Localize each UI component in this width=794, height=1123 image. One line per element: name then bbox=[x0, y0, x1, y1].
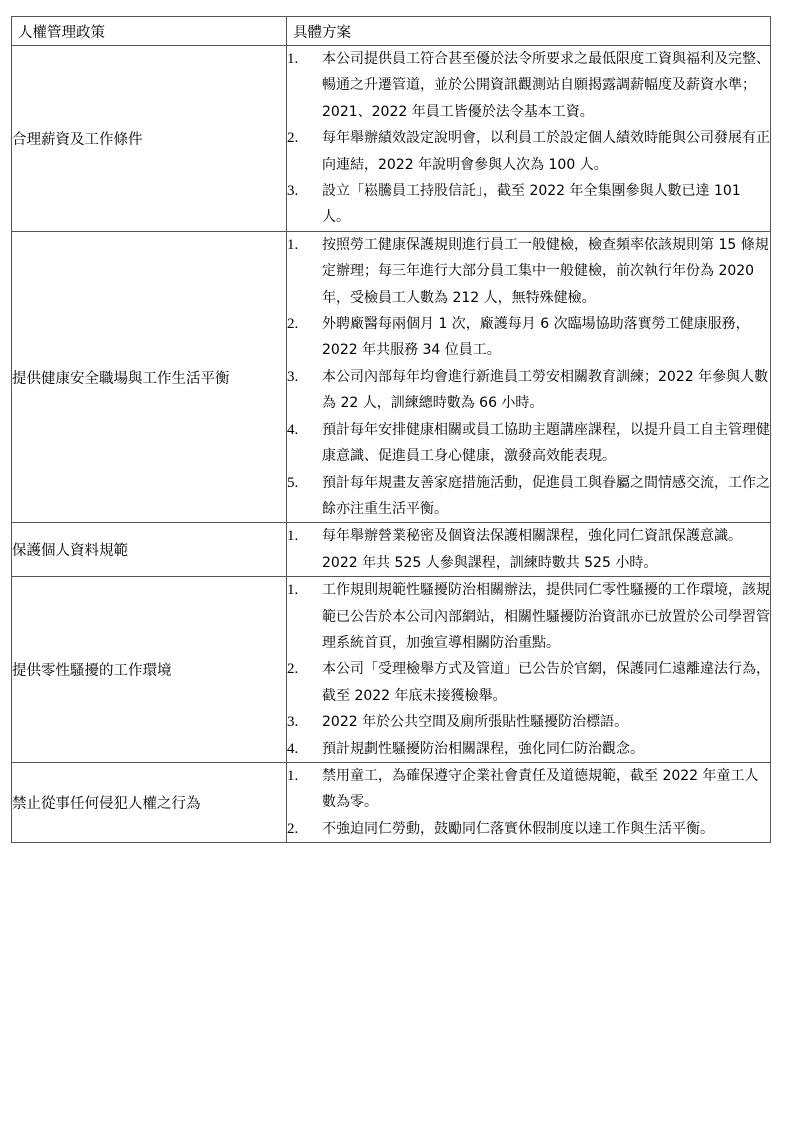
table-row bbox=[12, 577, 771, 763]
item-number: 1. bbox=[287, 528, 299, 545]
item-text: 外聘廠醫每兩個月 1 次，廠護每月 6 次臨場協助落實勞工健康服務，2022 年共服務 34 位員工。 bbox=[322, 316, 750, 359]
table-row bbox=[12, 523, 771, 577]
list-item bbox=[287, 816, 770, 842]
table-row bbox=[12, 231, 771, 522]
list-item bbox=[287, 709, 770, 735]
policy-cell: 保護個人資料規範 bbox=[12, 523, 287, 577]
human-rights-policy-table bbox=[11, 16, 771, 843]
item-number: 1. bbox=[287, 236, 299, 253]
measure-list bbox=[287, 763, 770, 842]
measure-list bbox=[287, 232, 770, 522]
list-item bbox=[287, 577, 770, 656]
table-row bbox=[12, 46, 771, 232]
item-number: 2. bbox=[287, 820, 299, 837]
item-number: 4. bbox=[287, 421, 299, 438]
measures-cell bbox=[287, 46, 771, 232]
list-item bbox=[287, 178, 770, 231]
item-text: 每年舉辦績效設定說明會，以利員工於設定個人績效時能與公司發展有正向連結，2022 年說明會參與人次為 100 人。 bbox=[322, 130, 770, 173]
item-text: 預計規劃性騷擾防治相關課程，強化同仁防治觀念。 bbox=[322, 740, 644, 757]
item-number: 3. bbox=[287, 368, 299, 385]
item-number: 1. bbox=[287, 582, 299, 599]
item-text: 2022 年於公共空間及廁所張貼性騷擾防治標語。 bbox=[322, 714, 629, 731]
header-measures: 具體方案 bbox=[287, 17, 771, 46]
measure-list bbox=[287, 46, 770, 231]
measure-list bbox=[287, 523, 770, 576]
measure-list bbox=[287, 577, 770, 762]
policy-cell: 提供零性騷擾的工作環境 bbox=[12, 577, 287, 763]
item-number: 3. bbox=[287, 714, 299, 731]
list-item bbox=[287, 736, 770, 762]
item-text: 工作規則規範性騷擾防治相關辦法，提供同仁零性騷擾的工作環境，該規範已公告於本公司內部網站，相關性騷擾防治資訊亦已放置於公司學習管理系統首頁，加強宣導相關防治重點。 bbox=[322, 582, 770, 651]
list-item bbox=[287, 364, 770, 417]
item-text: 設立「崧騰員工持股信託」，截至 2022 年全集團參與人數已達 101 人。 bbox=[322, 183, 741, 226]
item-number: 2. bbox=[287, 661, 299, 678]
item-text: 本公司「受理檢舉方式及管道」已公告於官網，保護同仁遠離違法行為，截至 2022 年底未接獲檢舉。 bbox=[322, 661, 770, 704]
measures-cell bbox=[287, 762, 771, 842]
list-item bbox=[287, 470, 770, 523]
header-row bbox=[12, 17, 771, 46]
policy-cell: 提供健康安全職場與工作生活平衡 bbox=[12, 231, 287, 522]
item-text: 預計每年規畫友善家庭措施活動，促進員工與眷屬之間情感交流，工作之餘亦注重生活平衡。 bbox=[322, 474, 770, 517]
item-number: 5. bbox=[287, 474, 299, 491]
item-number: 1. bbox=[287, 51, 299, 67]
item-number: 4. bbox=[287, 740, 299, 757]
list-item bbox=[287, 417, 770, 470]
item-number: 2. bbox=[287, 130, 299, 147]
list-item bbox=[287, 311, 770, 364]
item-text: 本公司內部每年均會進行新進員工勞安相關教育訓練；2022 年參與人數為 22 人，訓練總時數為 66 小時。 bbox=[322, 368, 769, 412]
policy-cell: 合理薪資及工作條件 bbox=[12, 46, 287, 232]
item-number: 3. bbox=[287, 183, 299, 200]
item-text: 本公司提供員工符合甚至優於法令所要求之最低限度工資與福利及完整、暢通之升遷管道，並於公開資訊觀測站自願揭露調薪幅度及薪資水準；2021、2022 年員工皆優於法令基本工資。 bbox=[322, 51, 770, 120]
header-policy: 人權管理政策 bbox=[12, 17, 287, 46]
list-item bbox=[287, 232, 770, 311]
list-item bbox=[287, 763, 770, 816]
policy-cell: 禁止從事任何侵犯人權之行為 bbox=[12, 762, 287, 842]
measures-cell bbox=[287, 523, 771, 577]
item-text: 不強迫同仁勞動，鼓勵同仁落實休假制度以達工作與生活平衡。 bbox=[322, 820, 714, 837]
item-text: 每年舉辦營業秘密及個資法保護相關課程，強化同仁資訊保護意識。2022 年共 525 人參與課程，訓練時數共 525 小時。 bbox=[322, 528, 742, 571]
table-row bbox=[12, 762, 771, 842]
item-text: 禁用童工，為確保遵守企業社會責任及道德規範，截至 2022 年童工人數為零。 bbox=[322, 767, 759, 811]
measures-cell bbox=[287, 577, 771, 763]
table-body bbox=[12, 46, 771, 843]
item-text: 預計每年安排健康相關或員工協助主題講座課程，以提升員工自主管理健康意識、促進員工身心健康，激發高效能表現。 bbox=[322, 421, 770, 465]
list-item bbox=[287, 523, 770, 576]
list-item bbox=[287, 125, 770, 178]
list-item bbox=[287, 46, 770, 125]
item-number: 1. bbox=[287, 767, 299, 784]
item-number: 2. bbox=[287, 316, 299, 333]
list-item bbox=[287, 656, 770, 709]
item-text: 按照勞工健康保護規則進行員工一般健檢，檢查頻率依該規則第 15 條規定辦理；每三年進行大部分員工集中一般健檢，前次執行年份為 2020 年，受檢員工人數為 212 人，無特殊健檢。 bbox=[322, 236, 769, 306]
measures-cell bbox=[287, 231, 771, 522]
